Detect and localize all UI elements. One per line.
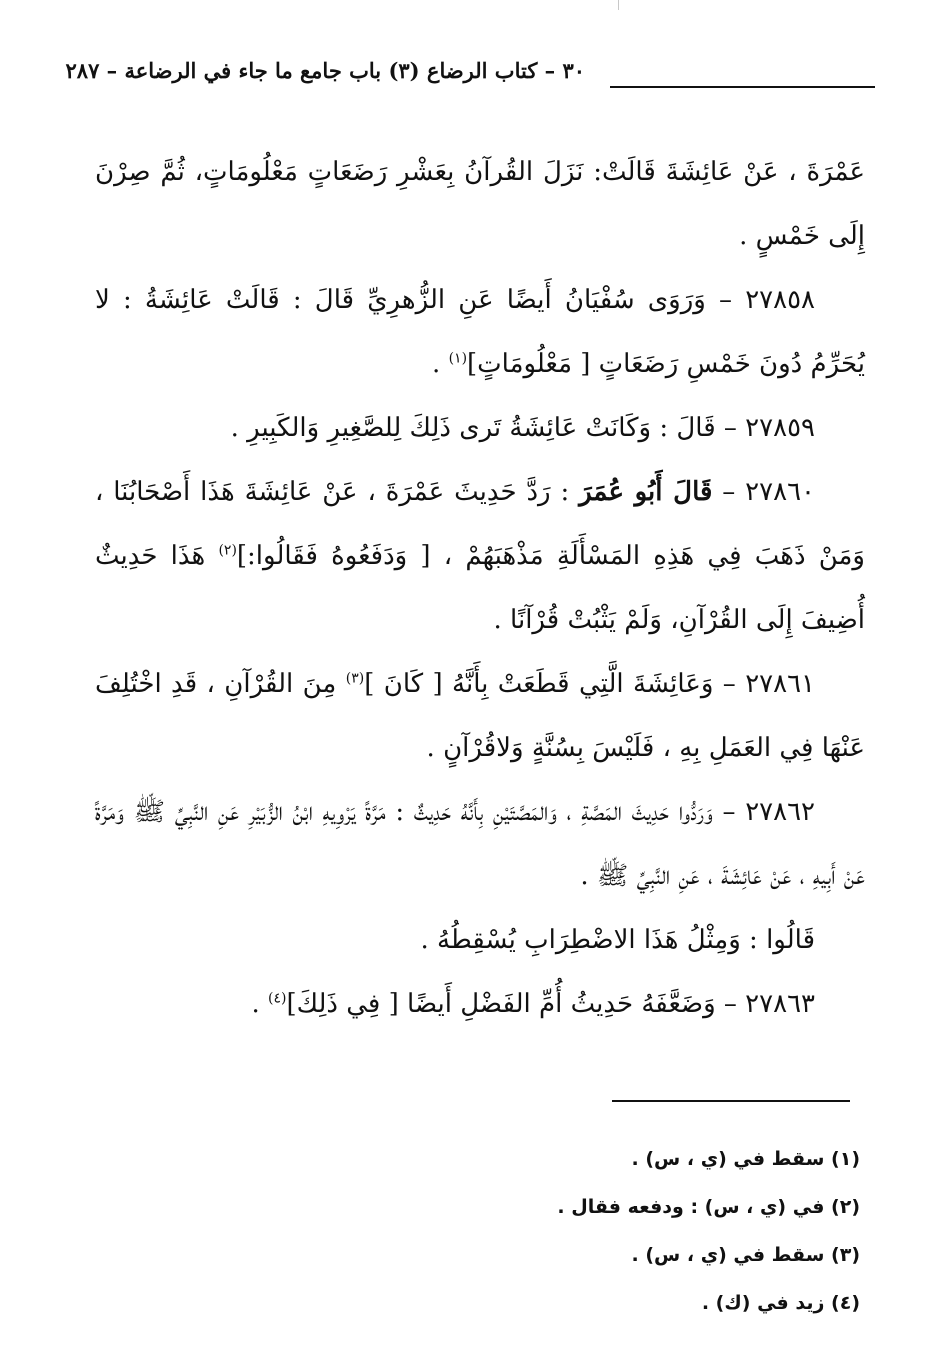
- main-text: [95, 140, 865, 1036]
- dash: –: [715, 413, 746, 443]
- paragraph-text-continued: مِنَ القُرْآنِ ، قَدِ اخْتُلِفَ عَنْهَا فِي العَمَلِ بِهِ ، فَلَيْسَ بِسُنَّةٍ وَلاقُرْآنٍ .: [95, 669, 865, 763]
- paragraph-continuation: [95, 140, 865, 268]
- paragraph-end: .: [251, 989, 268, 1019]
- paragraph-27863: [95, 972, 865, 1036]
- paragraph-end: .: [432, 349, 449, 379]
- paragraph-text: وَضَعَّفَهُ حَدِيثُ أُمِّ الفَضْلِ أَيضًا [ فِي ذَلِكَ]: [286, 989, 716, 1019]
- paragraph-text: وَرَدُّوا حَدِيثَ المَصَّةِ ، وَالمَصَّتَيْنِ بِأَنَّهُ حَدِيثٌ : مَرَّةً يَرْوِيهِ ابْنُ الزُّبَيْرِ عَنِ النَّبِيِّ ﷺ وَمَرَّةً عَنْ أَبِيهِ ، عَنْ عَائِشَةَ ، عَنِ النَّبِيِّ ﷺ .: [95, 797, 865, 891]
- header-title: ٣٠ – كتاب الرضاع (٣) باب جامع ما جاء في الرضاعة – ٢٨٧: [65, 58, 585, 83]
- footnote-ref[interactable]: (٢): [218, 542, 237, 559]
- paragraph-text-continued: هَذَا حَدِيثٌ أُضِيفَ إِلَى القُرْآنِ، وَلَمْ يَثْبُتْ قُرْآنًا .: [95, 541, 865, 635]
- hadith-number: ٢٧٨٦٢: [745, 797, 816, 827]
- speaker-name: قَالَ أَبُو عُمَرَ: [579, 477, 713, 507]
- paragraph-statement: [95, 908, 865, 972]
- footnote-ref[interactable]: (٣): [345, 670, 365, 687]
- paragraph-text: وَرَوَى سُفْيَانُ أَيضًا عَنِ الزُّهرِيِّ قَالَ : قَالَتْ عَائِشَةُ : لا يُحَرِّمُ دُونَ خَمْسِ رَضَعَاتٍ [ مَعْلُومَاتٍ]: [95, 285, 865, 379]
- footnote-ref[interactable]: (١): [448, 350, 468, 367]
- dash: –: [712, 797, 746, 827]
- paragraph-text: قَالَ : وَكَانَتْ عَائِشَةُ تَرى ذَلِكَ لِلصَّغِيرِ وَالكَبِيرِ .: [230, 413, 716, 443]
- hadith-number: ٢٧٨٥٩: [745, 413, 815, 443]
- paragraph-27861: [95, 652, 865, 780]
- hadith-number: ٢٧٨٥٨: [745, 285, 816, 315]
- running-header: [65, 58, 875, 94]
- dash: –: [705, 285, 746, 315]
- paragraph-text: وَعَائِشَةَ الَّتِي قَطَعَتْ بِأَنَّهُ [ كَانَ ]: [364, 669, 714, 699]
- paragraph-27859: [95, 396, 865, 460]
- paragraph-27858: [95, 268, 865, 396]
- dash: –: [712, 477, 746, 507]
- hadith-number: ٢٧٨٦١: [745, 669, 816, 699]
- paragraph-27862: [95, 780, 865, 908]
- hadith-number: ٢٧٨٦٠: [745, 477, 815, 507]
- footnote-3: (٣) سقط في (ي ، س) .: [631, 1244, 860, 1266]
- footnote-2: (٢) في (ي ، س) : ودفعه فقال .: [557, 1196, 860, 1218]
- paragraph-text: قَالُوا : وَمِثْلُ هَذَا الاضْطِرَابِ يُسْقِطُهُ .: [420, 925, 815, 955]
- footnotes: [300, 1135, 860, 1327]
- hadith-number: ٢٧٨٦٣: [745, 989, 815, 1019]
- footnote-1: (١) سقط في (ي ، س) .: [631, 1148, 860, 1170]
- paragraph-text: عَمْرَةَ ، عَنْ عَائِشَةَ قَالَتْ: نَزَلَ القُرآنُ بِعَشْرِ رَضَعَاتٍ مَعْلُومَاتٍ، ثُمَّ صِرْنَ إِلَى خَمْسٍ .: [95, 157, 865, 251]
- scan-mark: [618, 0, 619, 10]
- paragraph-text: : رَدَّ حَدِيثَ عَمْرَةَ ، عَنْ عَائِشَةَ هَذَا أَصْحَابُنَا ، وَمَنْ ذَهَبَ فِي هَذِهِ المَسْأَلَةِ مَذْهَبَهُمْ ، [ وَدَفَعُوهُ فَقَالُوا:]: [95, 477, 865, 571]
- footnote-separator: [612, 1100, 850, 1102]
- footnote-ref[interactable]: (٤): [267, 990, 287, 1007]
- paragraph-27860: [95, 460, 865, 652]
- header-rule: [610, 86, 875, 88]
- dash: –: [713, 669, 746, 699]
- footnote-4: (٤) زيد في (ك) .: [701, 1292, 860, 1314]
- dash: –: [715, 989, 746, 1019]
